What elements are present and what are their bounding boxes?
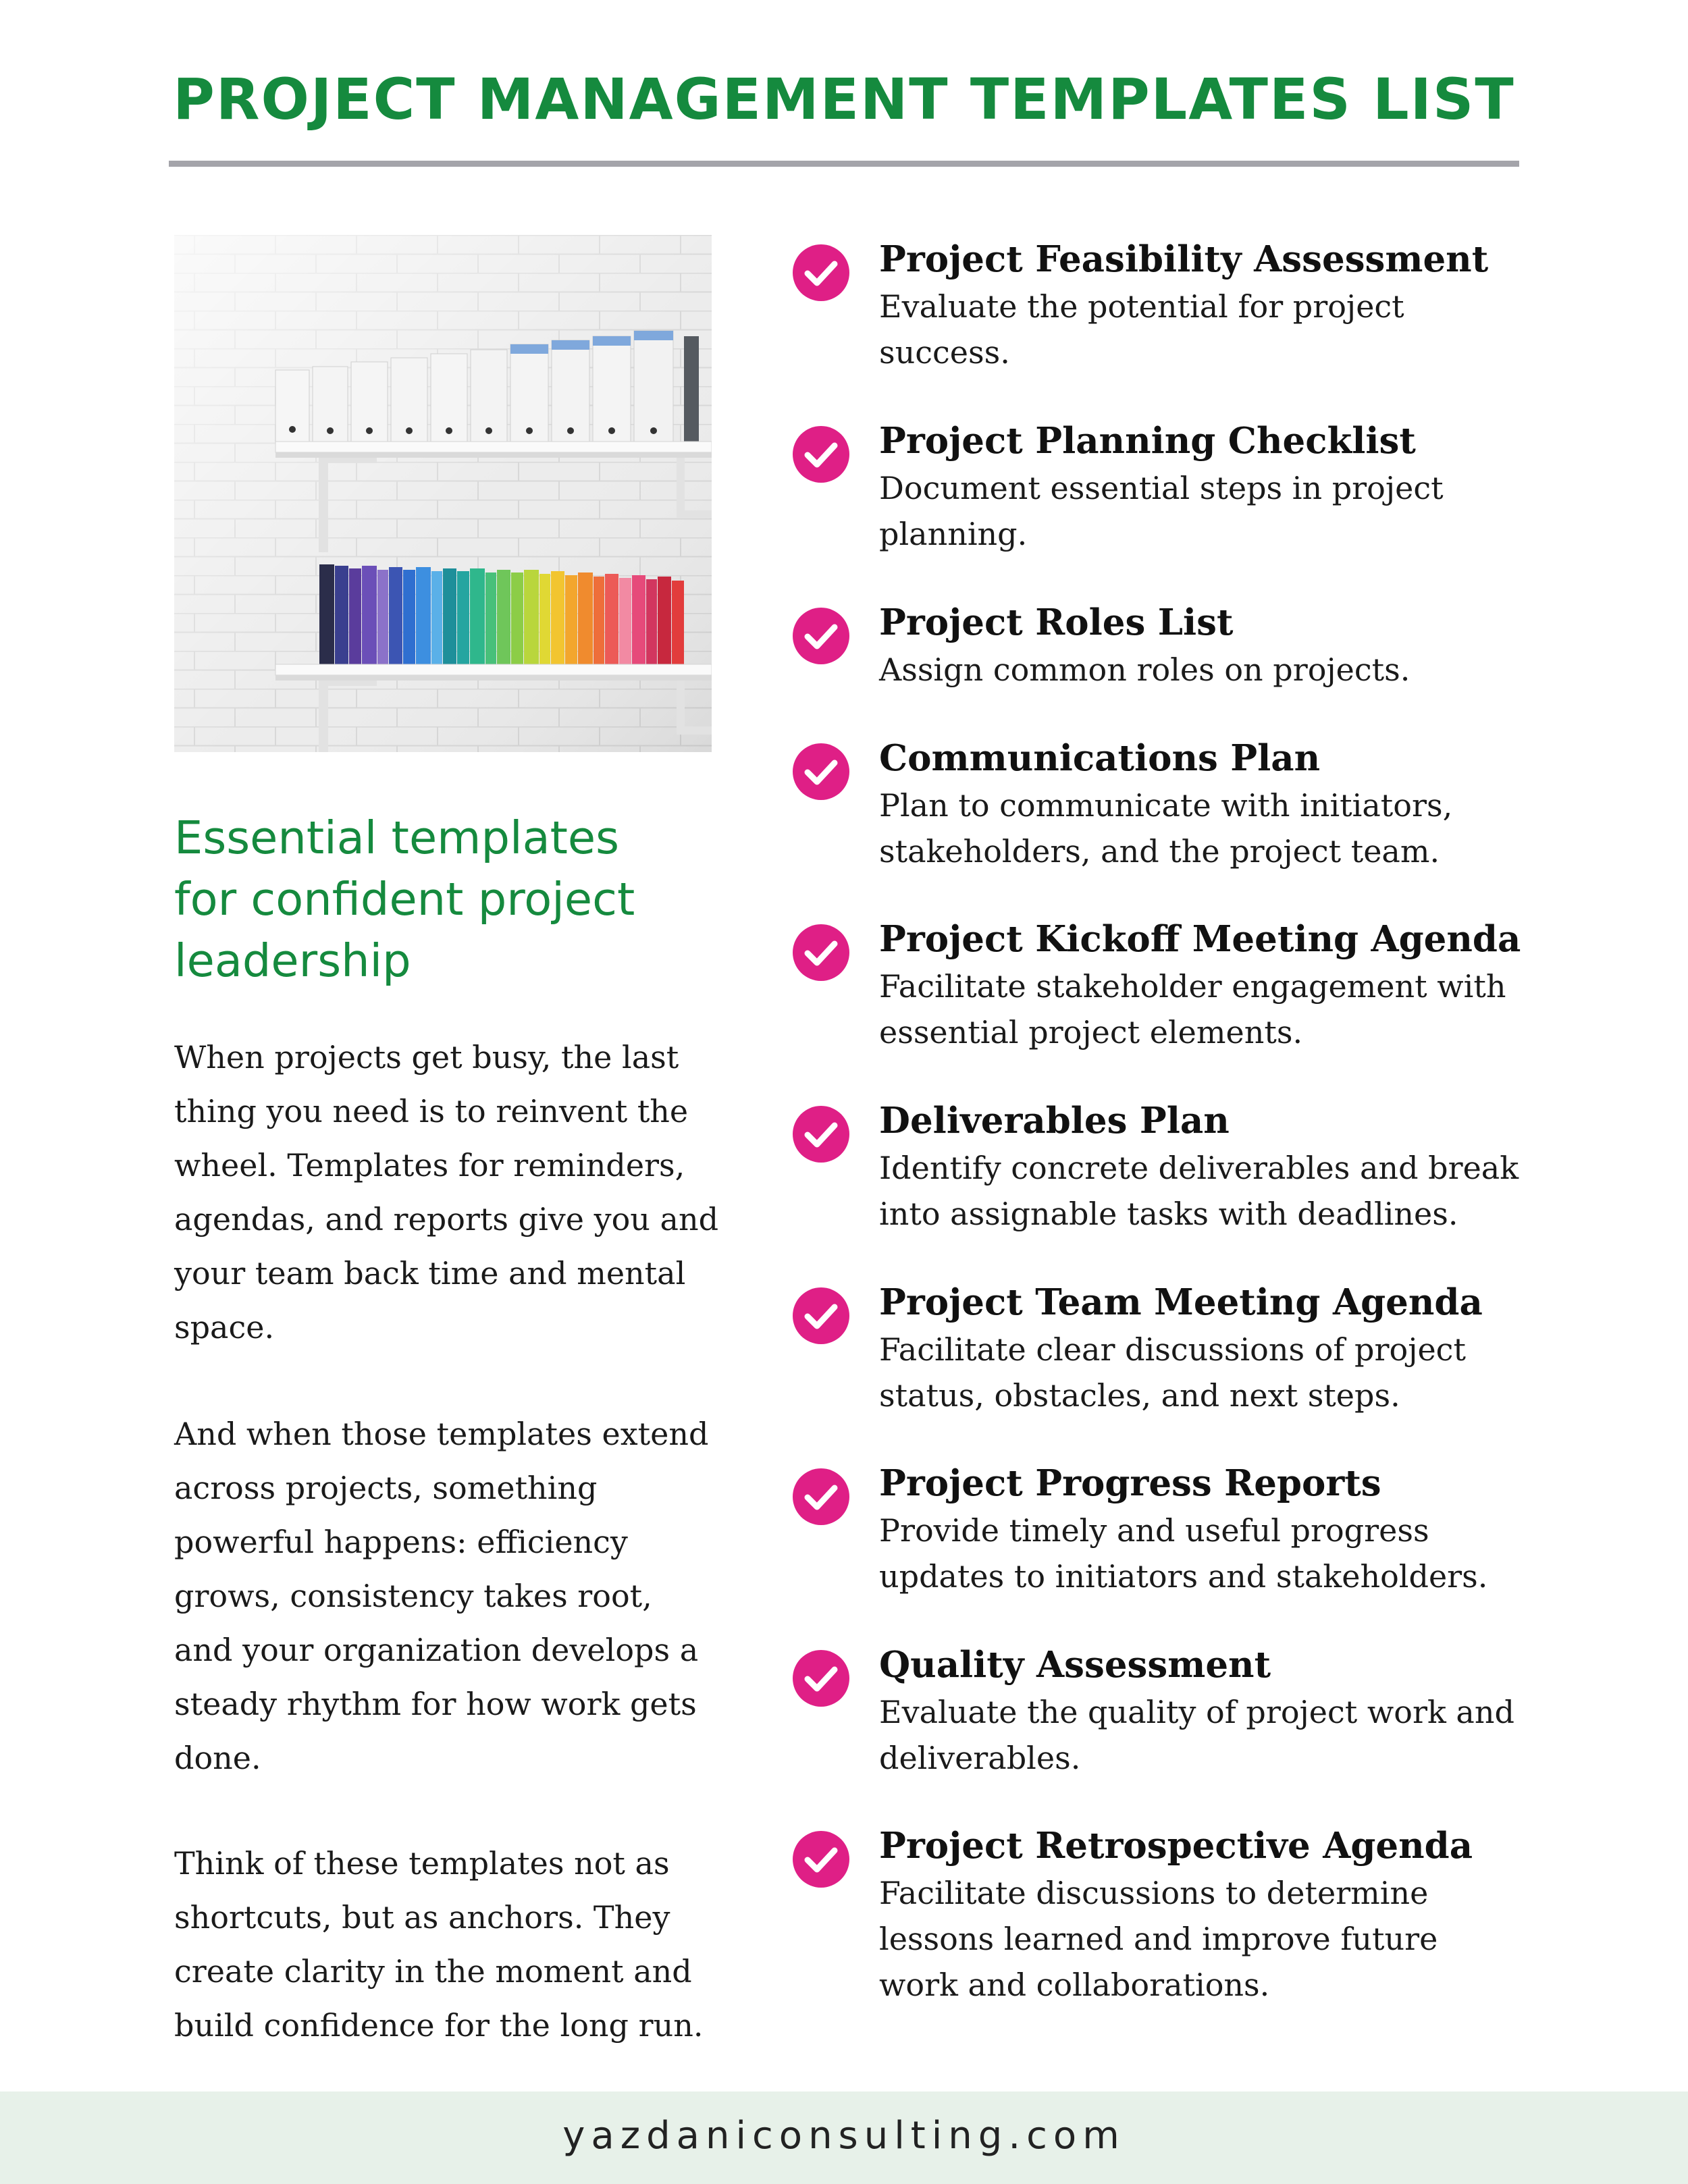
checkmark-circle-icon [791, 1649, 851, 1708]
template-description: Assign common roles on projects. [879, 651, 1410, 688]
text-line: space. [174, 1309, 275, 1346]
intro-paragraph-3 [174, 1836, 728, 2052]
template-title: Project Roles List [879, 602, 1234, 643]
template-title: Communications Plan [879, 737, 1321, 779]
bookshelf-photo [174, 235, 712, 752]
checkmark-circle-icon [791, 606, 851, 666]
text-line: and your organization develops a [174, 1632, 699, 1668]
checkmark-circle-icon [791, 742, 851, 801]
text-line: grows, consistency takes root, [174, 1578, 652, 1614]
section-subheading [174, 807, 755, 992]
text-line: done. [174, 1740, 261, 1776]
template-description: Facilitate discussions to determine lessons learned and improve future work and collaborations. [879, 1875, 1438, 2003]
text-line: powerful happens: efficiency [174, 1524, 628, 1560]
template-title: Deliverables Plan [879, 1100, 1230, 1142]
template-description: Evaluate the quality of project work and deliverables. [879, 1694, 1514, 1776]
text-line: across projects, something [174, 1470, 598, 1506]
text-line: create clarity in the moment and [174, 1953, 692, 1990]
template-description: Facilitate clear discussions of project status, obstacles, and next steps. [879, 1331, 1466, 1414]
template-description: Plan to communicate with initiators, stakeholders, and the project team. [879, 787, 1453, 870]
template-description: Evaluate the potential for project success. [879, 288, 1404, 371]
checkmark-circle-icon [791, 1830, 851, 1889]
template-description: Document essential steps in project planning. [879, 470, 1444, 552]
subheading-line: leadership [174, 934, 411, 987]
template-title: Quality Assessment [879, 1644, 1271, 1686]
subheading-line: Essential templates [174, 811, 620, 864]
text-line: agendas, and reports give you and [174, 1201, 719, 1237]
template-title: Project Planning Checklist [879, 420, 1416, 462]
text-line: steady rhythm for how work gets [174, 1686, 697, 1722]
subheading-line: for confident project [174, 873, 635, 926]
checkmark-circle-icon [791, 243, 851, 302]
checkmark-circle-icon [791, 1467, 851, 1526]
checkmark-circle-icon [791, 923, 851, 982]
template-title: Project Progress Reports [879, 1462, 1381, 1504]
template-title: Project Kickoff Meeting Agenda [879, 918, 1521, 960]
template-description: Provide timely and useful progress updates to initiators and stakeholders. [879, 1512, 1488, 1595]
text-line: shortcuts, but as anchors. They [174, 1899, 670, 1936]
text-line: wheel. Templates for reminders, [174, 1147, 685, 1183]
text-line: When projects get busy, the last [174, 1039, 679, 1075]
template-title: Project Feasibility Assessment [879, 238, 1489, 280]
text-line: And when those templates extend [174, 1416, 709, 1452]
checkmark-circle-icon [791, 425, 851, 484]
template-description: Facilitate stakeholder engagement with essential project elements. [879, 968, 1506, 1050]
text-line: thing you need is to reinvent the [174, 1093, 689, 1129]
title-divider [169, 161, 1519, 167]
page-title: PROJECT MANAGEMENT TEMPLATES LIST [173, 66, 1515, 132]
text-line: Think of these templates not as [174, 1845, 670, 1882]
checkmark-circle-icon [791, 1286, 851, 1346]
footer-website: yazdaniconsulting.com [562, 2114, 1126, 2158]
text-line: build confidence for the long run. [174, 2007, 704, 2044]
template-title: Project Team Meeting Agenda [879, 1281, 1483, 1323]
template-description: Identify concrete deliverables and break into assignable tasks with deadlines. [879, 1150, 1519, 1232]
intro-paragraph-2 [174, 1407, 728, 1785]
template-title: Project Retrospective Agenda [879, 1825, 1473, 1867]
checkmark-circle-icon [791, 1104, 851, 1164]
text-line: your team back time and mental [174, 1255, 686, 1291]
intro-paragraph-1 [174, 1030, 728, 1354]
